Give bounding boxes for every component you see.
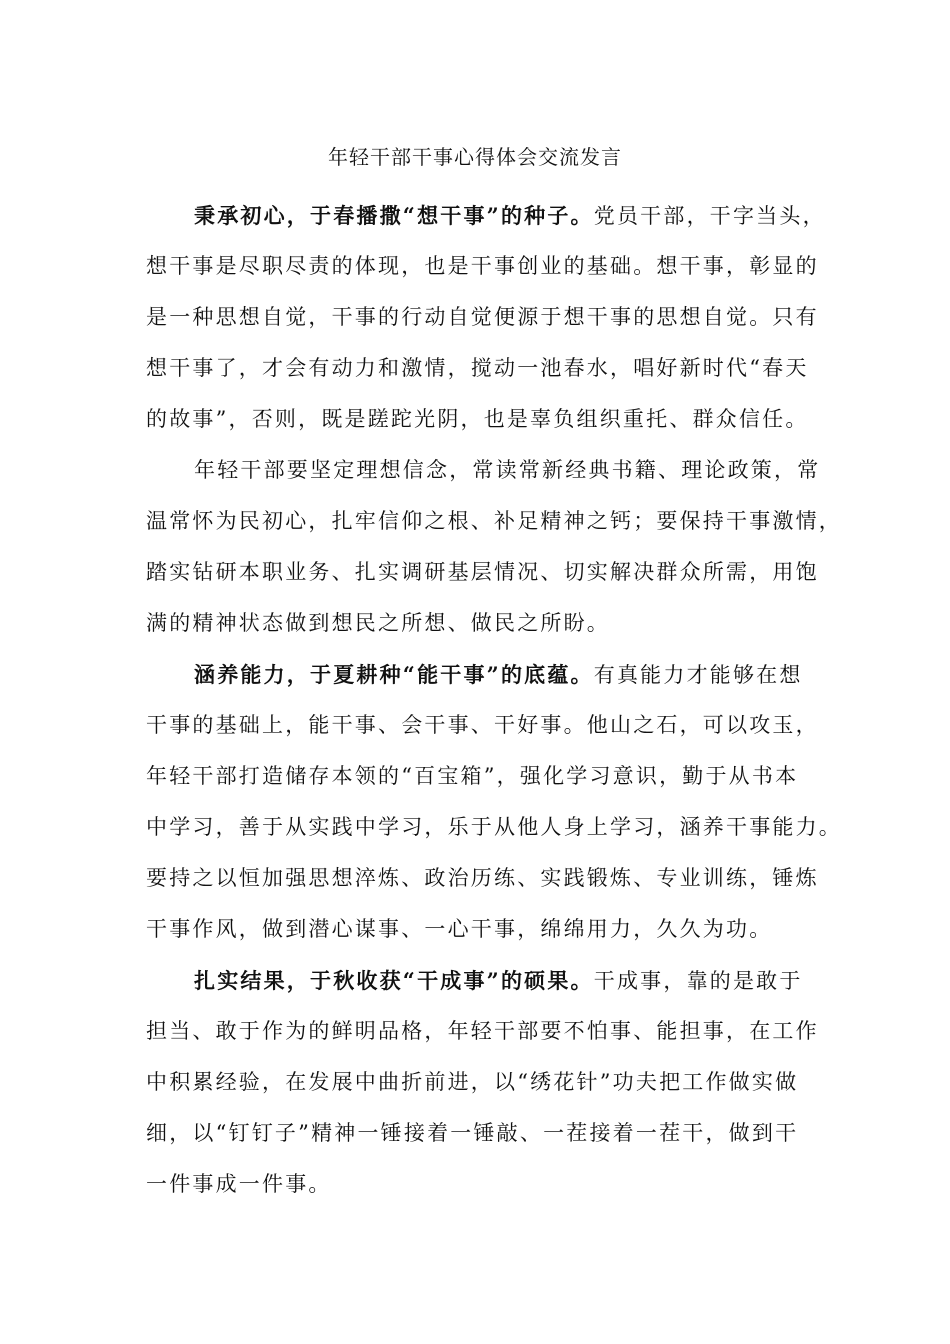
paragraph-line: 满的精神状态做到想民之所想、做民之所盼。 (146, 611, 610, 635)
paragraph-1 (146, 190, 826, 445)
paragraph-2 (146, 445, 842, 649)
paragraph-line: 的故事”，否则，既是蹉跎光阴，也是辜负组织重托、群众信任。 (146, 407, 809, 431)
paragraph-text: 党员干部，干字当头， (593, 204, 826, 228)
document-body (146, 190, 842, 1210)
paragraph-lead: 涵养能力，于夏耕种“能干事”的底蕴。 (194, 662, 594, 687)
paragraph-line: 想干事了，才会有动力和激情，搅动一池春水，唱好新时代“春天 (146, 356, 809, 380)
paragraph-line (146, 190, 826, 241)
paragraph-line: 中积累经验，在发展中曲折前进，以“绣花针”功夫把工作做实做 (146, 1070, 799, 1094)
paragraph-line: 想干事是尽职尽责的体现，也是干事创业的基础。想干事，彰显的 (146, 254, 819, 278)
paragraph-line (146, 649, 816, 700)
paragraph-text: 有真能力才能够在想 (593, 663, 803, 687)
paragraph-text: 干成事，靠的是敢于 (593, 969, 803, 993)
paragraph-lead: 秉承初心，于春播撒“想干事”的种子。 (194, 203, 594, 228)
document-title: 年轻干部干事心得体会交流发言 (328, 145, 622, 169)
paragraph-line: 年轻干部要坚定理想信念，常读常新经典书籍、理论政策，常 (194, 458, 821, 482)
paragraph-3 (146, 649, 842, 955)
paragraph-line: 踏实钻研本职业务、扎实调研基层情况、切实解决群众所需，用饱 (146, 560, 819, 584)
paragraph-line: 年轻干部打造储存本领的“百宝箱”，强化学习意识，勤于从书本 (146, 764, 799, 788)
paragraph-4 (146, 955, 819, 1210)
paragraph-lead: 扎实结果，于秋收获“干成事”的硕果。 (194, 968, 594, 993)
paragraph-line: 干事作风，做到潜心谋事、一心干事，绵绵用力，久久为功。 (146, 917, 773, 941)
paragraph-line: 中学习，善于从实践中学习，乐于从他人身上学习，涵养干事能力。 (146, 815, 842, 839)
paragraph-line: 温常怀为民初心，扎牢信仰之根、补足精神之钙；要保持干事激情， (146, 509, 842, 533)
paragraph-line: 一件事成一件事。 (146, 1172, 332, 1196)
paragraph-line: 细，以“钉钉子”精神一锤接着一锤敲、一茬接着一茬干，做到干 (146, 1121, 799, 1145)
paragraph-line: 是一种思想自觉，干事的行动自觉便源于想干事的思想自觉。只有 (146, 305, 819, 329)
paragraph-line (146, 955, 816, 1006)
paragraph-line: 干事的基础上，能干事、会干事、干好事。他山之石，可以攻玉， (146, 713, 819, 737)
paragraph-line: 要持之以恒加强思想淬炼、政治历练、实践锻炼、专业训练，锤炼 (146, 866, 819, 890)
paragraph-line: 担当、敢于作为的鲜明品格，年轻干部要不怕事、能担事，在工作 (146, 1019, 819, 1043)
